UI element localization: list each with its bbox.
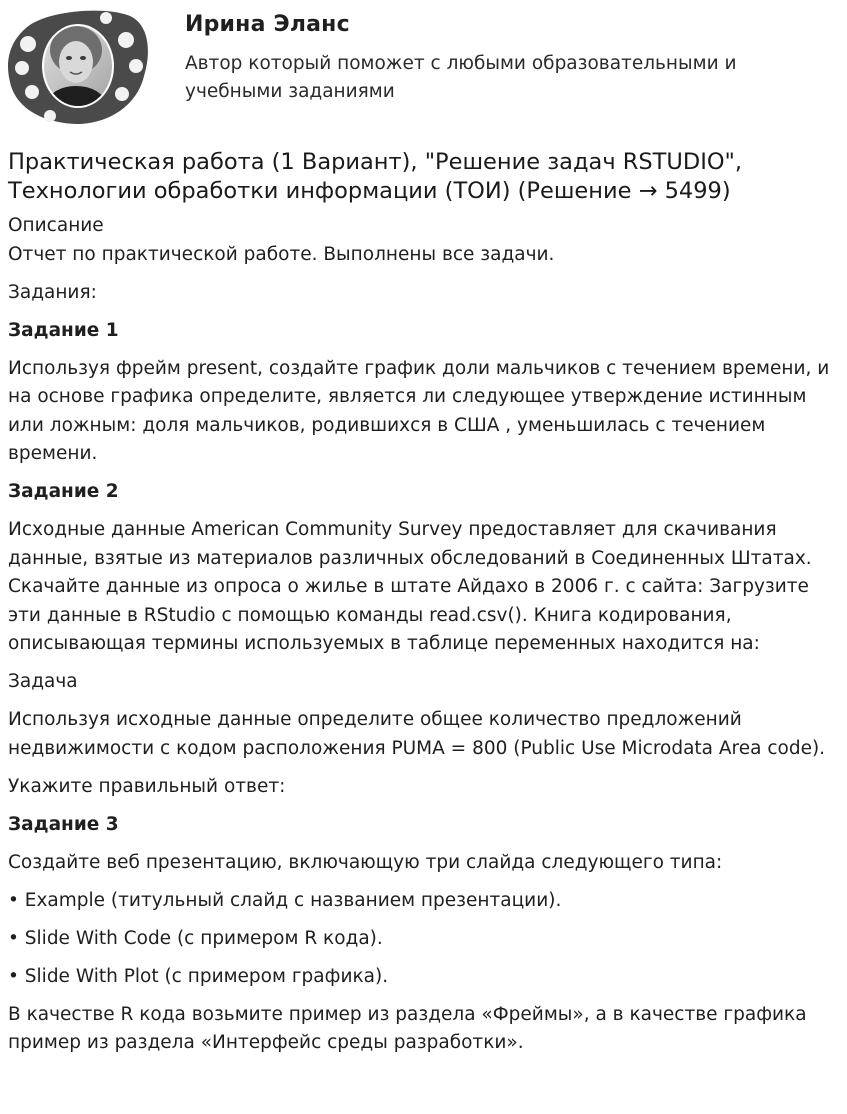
task1-heading: Задание 1: [8, 319, 119, 341]
page-title: Практическая работа (1 Вариант), "Решение задач RSTUDIO", Технологии обработки информации (ТОИ) (Решение → 5499): [8, 149, 743, 204]
task2-heading: Задание 2: [8, 481, 119, 502]
author-photo-icon: [6, 6, 152, 126]
task3-text: Создайте веб презентацию, включающую три слайда следующего типа:: [8, 851, 723, 873]
task3-heading: Задание 3: [8, 813, 119, 835]
task2-subtask-label: Задача: [8, 671, 78, 692]
author-name: Ирина Эланс: [185, 12, 350, 37]
task3-closing: В качестве R кода возьмите пример из раздела «Фреймы», а в качестве графика пример из раздела «Интерфейс среды разработки».: [8, 1003, 807, 1053]
author-header: [0, 0, 847, 130]
task3-bullet-3: • Slide With Plot (с примером графика).: [8, 965, 389, 987]
task3-bullet-2: • Slide With Code (с примером R кода).: [8, 927, 383, 949]
description-label: Описание: [8, 215, 104, 236]
document-content: [8, 148, 840, 1058]
avatar: [6, 6, 152, 126]
tasks-label: Задания:: [8, 281, 97, 303]
description-text: Отчет по практической работе. Выполнены все задачи.: [8, 243, 555, 265]
task2-subtask-text: Используя исходные данные определите общее количество предложений недвижимости с кодом расположения PUMA = 800 (Public Use Microdata Area code).: [8, 709, 826, 759]
author-description: Автор который поможет с любыми образовательными и учебными заданиями: [185, 53, 737, 102]
task2-answer-prompt: Укажите правильный ответ:: [8, 775, 286, 797]
task1-text: Используя фрейм present, создайте график доли мальчиков с течением времени, и на основе графика определите, является ли следующее утверждение истинным или ложным: доля мальчиков, родившихся в США , уменьшилась с течением времени.: [8, 357, 830, 464]
task3-bullet-1: • Example (титульный слайд с названием презентации).: [8, 889, 562, 911]
task2-text: Исходные данные American Community Survey предоставляет для скачивания данные, взятые из материалов различных обследований в Соединенных Штатах. Скачайте данные из опроса о жилье в штате Айдахо в 2006 г. с сайта: Загрузите эти данные в RStudio с помощью команды read.csv(). Книга кодирования, описывающая термины используемых в таблице переменных находится на:: [8, 519, 812, 654]
